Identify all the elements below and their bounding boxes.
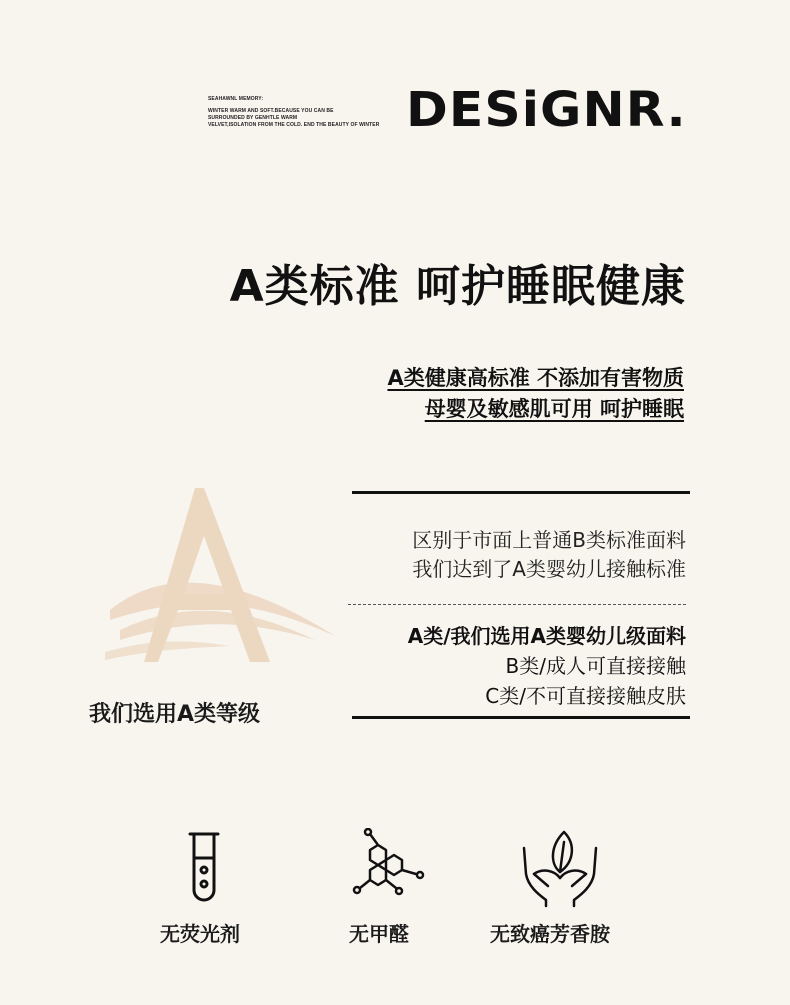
dashed-divider	[348, 604, 686, 605]
divider-top	[352, 491, 690, 494]
grade-item: A类/我们选用A类婴幼儿级面料	[407, 624, 686, 648]
page-title: A类标准 呵护睡眠健康	[229, 261, 686, 312]
a-grade-logo-icon	[100, 480, 340, 670]
brand-logo: DESiGNR.	[406, 82, 687, 138]
brand-note-line: SURROUNDED BY GENHTLE WARM	[208, 115, 298, 121]
brand-note-line: VELVET,ISOLATION FROM THE COLD. END THE BEAUTY OF WINTER	[208, 122, 380, 128]
feature-label: 无荧光剂	[160, 922, 240, 946]
grade-item: C类/不可直接接触皮肤	[485, 684, 686, 708]
grade-item: B类/成人可直接接触	[505, 654, 686, 678]
description-line: 我们达到了A类婴幼儿接触标准	[412, 557, 686, 581]
our-grade-label: 我们选用A类等级	[89, 702, 261, 727]
brand-note-line: SEAHAWNL MEMORY:	[208, 96, 264, 102]
description-line: 区别于市面上普通B类标准面料	[412, 528, 686, 552]
feature-label: 无致癌芳香胺	[490, 922, 610, 946]
subheading: A类健康高标准 不添加有害物质	[387, 366, 684, 390]
brand-note-line: WINTER WARM AND SOFT.BECAUSE YOU CAN BE	[208, 108, 334, 114]
test-tube-icon	[164, 828, 244, 908]
hands-leaf-icon	[520, 828, 600, 908]
molecule-icon	[350, 828, 430, 908]
subheading: 母婴及敏感肌可用 呵护睡眠	[424, 397, 684, 421]
brand-note	[208, 96, 379, 129]
divider-bottom	[352, 716, 690, 719]
feature-label: 无甲醛	[349, 922, 409, 946]
